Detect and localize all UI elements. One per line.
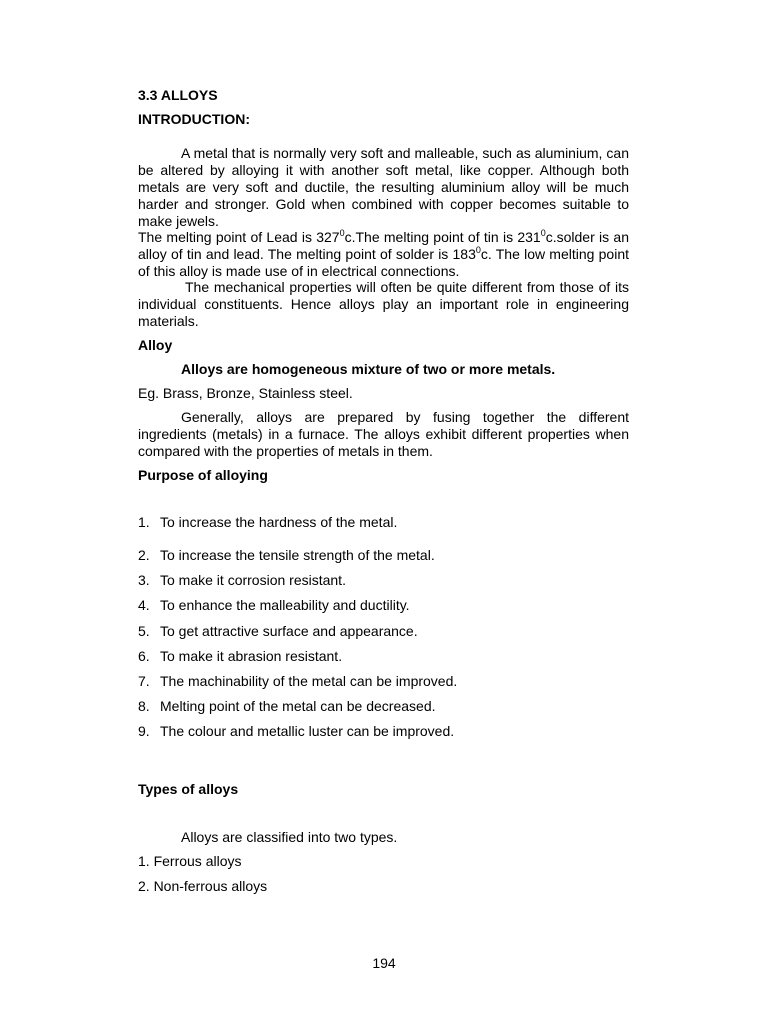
list-item: 2. To increase the tensile strength of the metal. xyxy=(138,547,435,563)
intro-paragraph-1: A metal that is normally very soft and malleable, such as aluminium, can be altered by alloying it with another soft metal, like copper. Although both metals are very soft and ductile, the resulting aluminium alloy will be much harder and stronger. Gold when combined with copper becomes suitable to make jewels. xyxy=(138,145,629,229)
intro-paragraph-3: The mechanical properties will often be quite different from those of its individual constituents. Hence alloys play an important role in engineering materials. xyxy=(138,279,629,329)
types-heading: Types of alloys xyxy=(138,781,239,797)
melting-point-paragraph: The melting point of Lead is $327^0c.The$ melting point of tin is $231^0c.solder$ is an alloy of tin and lead. The melting point of solder is $183^0c$. The low melting point of this alloy is made use of in electrical connections. xyxy=(138,228,629,279)
types-item-ferrous: 1. Ferrous alloys xyxy=(138,853,242,869)
purpose-heading: Purpose of alloying xyxy=(138,467,268,483)
alloy-examples: Eg. Brass, Bronze, Stainless steel. xyxy=(138,385,353,401)
alloy-definition: Alloys are homogeneous mixture of two or more metals. xyxy=(181,361,556,377)
page-number: 194 xyxy=(372,955,396,971)
list-item: 8. Melting point of the metal can be decreased. xyxy=(138,698,436,714)
list-item: 4. To enhance the malleability and ductility. xyxy=(138,597,410,613)
list-item: 9. The colour and metallic luster can be improved. xyxy=(138,723,455,739)
section-title: 3.3 ALLOYS xyxy=(138,87,218,103)
alloy-heading: Alloy xyxy=(138,337,173,353)
list-item: 3. To make it corrosion resistant. xyxy=(138,572,346,588)
types-item-non-ferrous: 2. Non-ferrous alloys xyxy=(138,878,268,894)
alloy-paragraph: Generally, alloys are prepared by fusing together the different ingredients (metals) in a furnace. The alloys exhibit different properties when compared with the properties of metals in them. xyxy=(138,409,629,459)
list-item: 7. The machinability of the metal can be improved. xyxy=(138,673,458,689)
list-item: 6. To make it abrasion resistant. xyxy=(138,648,343,664)
list-item: 5. To get attractive surface and appearance. xyxy=(138,623,418,639)
document-page xyxy=(138,0,629,1024)
types-intro: Alloys are classified into two types. xyxy=(181,829,398,845)
introduction-heading: INTRODUCTION: xyxy=(138,111,250,127)
list-item: 1. To increase the hardness of the metal. xyxy=(138,514,398,530)
